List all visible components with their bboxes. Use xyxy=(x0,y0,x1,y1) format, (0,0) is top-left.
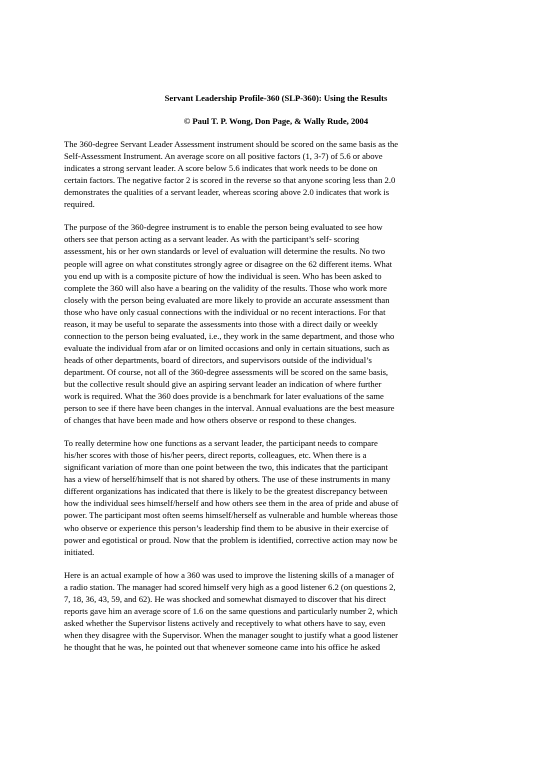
text-line: his/her scores with those of his/her peers, direct reports, colleagues, etc. When there is a xyxy=(64,450,367,461)
text-line: connection to the person being evaluated, i.e., they work in the same department, and those who xyxy=(64,330,395,341)
text-line: power and egotistical or proud. Now that the problem is identified, corrective action may now be xyxy=(64,534,398,545)
text-line: reason, it may be useful to separate the assessments into those with a direct daily or weekly xyxy=(64,318,378,329)
text-line: who observe or experience this person’s leadership find them to be abusive in their exercise of xyxy=(64,522,389,533)
text-line: required. xyxy=(64,199,95,210)
text-line: person to see if there have been changes in the interval. Annual evaluations are the best measure xyxy=(64,403,395,414)
text-line: power. The participant most often seems himself/herself as vulnerable and humble whereas those xyxy=(64,510,398,521)
text-line: others see that person acting as a servant leader. As with the participant’s self- scoring xyxy=(64,234,360,245)
text-line: The purpose of the 360-degree instrument is to enable the person being evaluated to see how xyxy=(64,222,383,233)
document-authors: © Paul T. P. Wong, Don Page, & Wally Rude, 2004 xyxy=(183,116,369,127)
text-line: people will agree on what constitutes strongly agree or disagree on the 62 different items. What xyxy=(64,258,393,269)
text-line: a radio station. The manager had scored himself very high as a good listener 6.2 (on questions 2, xyxy=(64,581,396,592)
text-line: demonstrates the qualities of a servant leader, whereas scoring above 2.0 indicates that work is xyxy=(64,187,390,198)
text-line: those who have only casual connections with the individual or no recent interactions. For that xyxy=(64,306,386,317)
paragraph xyxy=(64,569,488,653)
text-line: but the collective result should give an aspiring servant leader an indication of where further xyxy=(64,378,382,389)
text-line: has a view of herself/himself that is not shared by others. The use of these instruments in many xyxy=(64,474,391,485)
text-line: of changes that have been made and how others observe or respond to these changes. xyxy=(64,415,357,426)
paragraph xyxy=(64,437,488,557)
text-line: indicates a strong servant leader. A score below 5.6 indicates that work needs to be done on xyxy=(64,163,378,174)
text-line: department. Of course, not all of the 360-degree assessments will be scored on the same basis, xyxy=(64,366,389,377)
text-line: complete the 360 will also have a bearing on the validity of the results. Those who work more xyxy=(64,282,387,293)
text-line: certain factors. The negative factor 2 is scored in the reverse so that anyone scoring less than 2.0 xyxy=(64,175,396,186)
text-line: To really determine how one functions as a servant leader, the participant needs to compare xyxy=(64,438,378,449)
text-line: The 360-degree Servant Leader Assessment instrument should be scored on the same basis as the xyxy=(64,139,399,150)
text-line: when they disagree with the Supervisor. When the manager sought to justify what a good listener xyxy=(64,629,398,640)
paragraph xyxy=(64,221,488,426)
text-line: different organizations has indicated that there is likely to be the greatest discrepancy between xyxy=(64,486,388,497)
text-line: significant variation of more than one point between the two, this indicates that the participant xyxy=(64,462,388,473)
text-line: reports gave him an average score of 1.6 on the same questions and particularly number 2, which xyxy=(64,605,398,616)
text-line: initiated. xyxy=(64,546,95,557)
text-line: 7, 18, 36, 43, 59, and 62). He was shocked and somewhat dismayed to discover that his direct xyxy=(64,593,386,604)
text-line: evaluate the individual from afar or on limited occasions and only in certain situations, such as xyxy=(64,342,390,353)
text-line: heads of other departments, board of directors, and supervisors outside of the individual’s xyxy=(64,354,372,365)
document-body xyxy=(64,138,488,653)
text-line: closely with the person being evaluated are more likely to provide an accurate assessment than xyxy=(64,294,390,305)
text-line: you end up with is a composite picture of how the individual is seen. Who has been asked to xyxy=(64,270,382,281)
text-line: work is required. What the 360 does provide is a benchmark for later evaluations of the same xyxy=(64,391,384,402)
text-line: assessment, his or her own standards or level of evaluation will determine the results. No two xyxy=(64,246,385,257)
text-line: he thought that he was, he pointed out that whenever someone came into his office he asked xyxy=(64,641,381,652)
document-title: Servant Leadership Profile-360 (SLP-360): Using the Results xyxy=(164,93,388,103)
text-line: Here is an actual example of how a 360 was used to improve the listening skills of a manager of xyxy=(64,569,395,580)
document-page xyxy=(64,92,488,664)
paragraph xyxy=(64,138,488,210)
text-line: Self-Assessment Instrument. An average score on all positive factors (1, 3-7) of 5.6 or above xyxy=(64,151,383,162)
text-line: how the individual sees himself/herself and how others see them in the area of pride and abuse of xyxy=(64,498,399,509)
text-line: asked whether the Supervisor listens actively and receptively to what others have to say, even xyxy=(64,617,386,628)
